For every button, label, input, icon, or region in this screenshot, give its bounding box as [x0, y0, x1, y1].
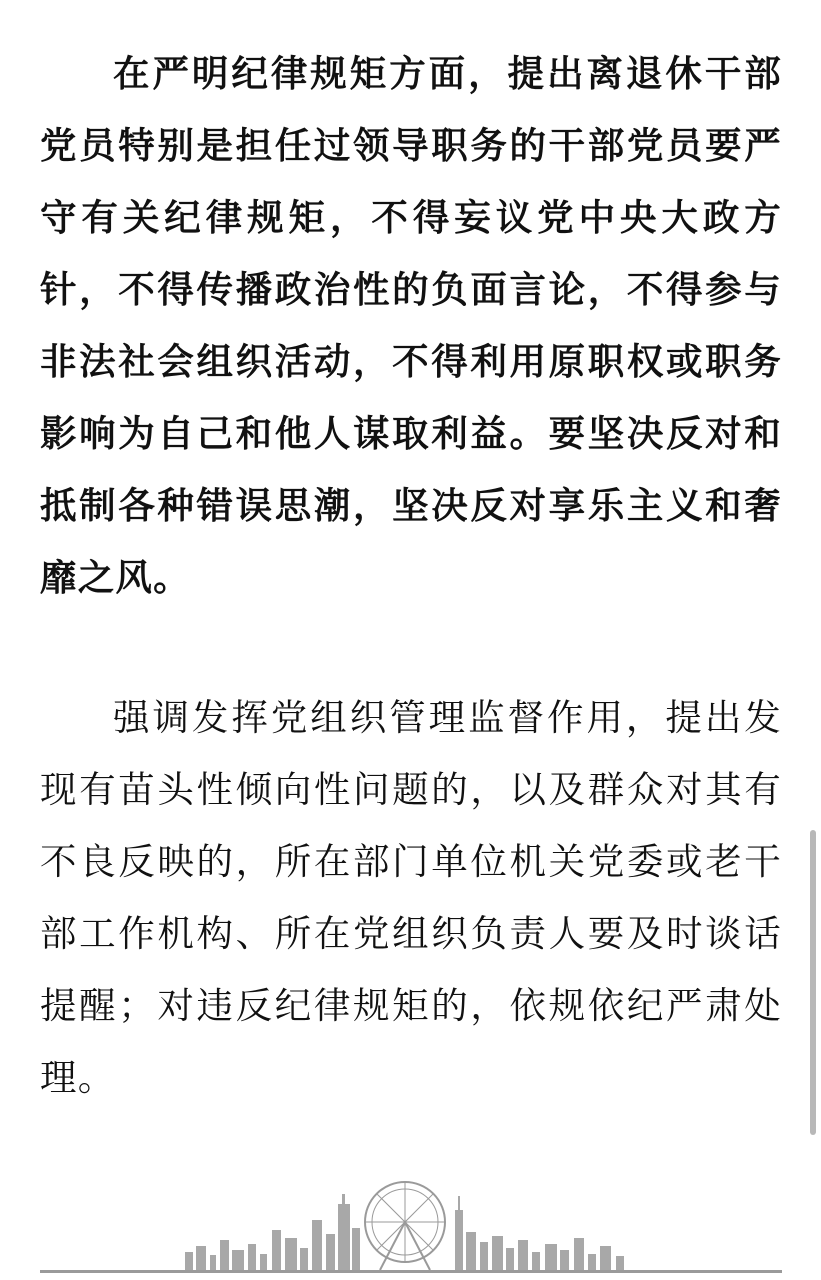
scrollbar-thumb[interactable] — [810, 830, 816, 1135]
paragraph-supervision: 强调发挥党组织管理监督作用，提出发现有苗头性倾向性问题的，以及群众对其有不良反映的，所在部门单位机关党委或老干部工作机构、所在党组织负责人要及时谈话提醒；对违反纪律规矩的，依规依纪严肃处理。 — [40, 696, 782, 1099]
paragraph-discipline: 在严明纪律规矩方面，提出离退休干部党员特别是担任过领导职务的干部党员要严守有关纪律规矩，不得妄议党中央大政方针，不得传播政治性的负面言论，不得参与非法社会组织活动，不得利用原职权或职务影响为自己和他人谋取利益。要坚决反对和抵制各种错误思潮，坚决反对享乐主义和奢靡之风。 — [40, 52, 782, 599]
city-skyline-ferris-wheel-icon — [0, 1160, 821, 1280]
article-body — [40, 38, 782, 1114]
